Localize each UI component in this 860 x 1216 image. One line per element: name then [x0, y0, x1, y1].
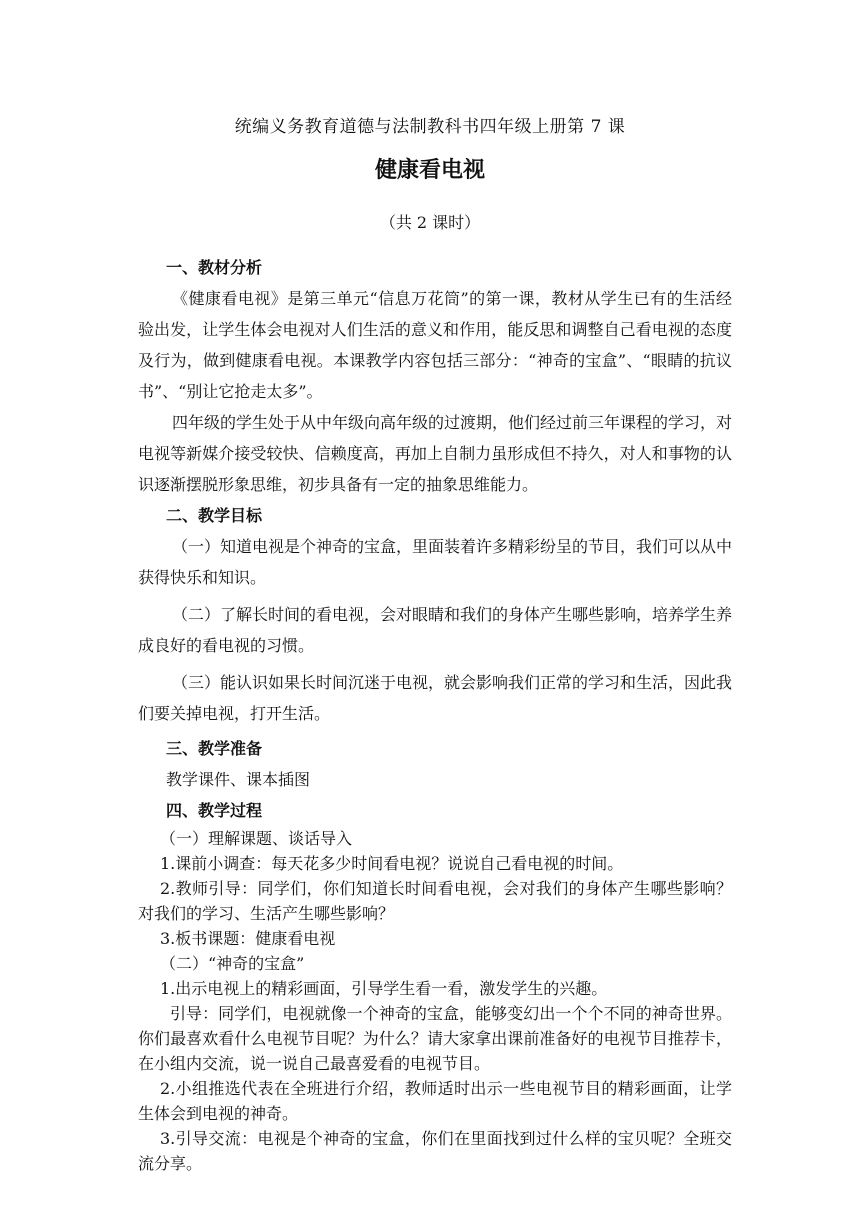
- section-heading-prep: 三、教学准备: [166, 739, 263, 758]
- document-body: [138, 252, 732, 1176]
- goal-item: （二）了解长时间的看电视，会对眼睛和我们的身体产生哪些影响，培养学生养成良好的看电视的习惯。: [138, 605, 733, 655]
- process-step: 3.引导交流：电视是个神奇的宝盒，你们在里面找到过什么样的宝贝呢？全班交流分享。: [138, 1129, 732, 1173]
- section-heading-goals: 二、教学目标: [166, 506, 263, 525]
- process-part-heading: （二）“神奇的宝盒”: [160, 954, 305, 973]
- goal-item: （三）能认识如果长时间沉迷于电视，就会影响我们正常的学习和生活，因此我们要关掉电视，打开生活。: [138, 673, 733, 723]
- section-heading-analysis: 一、教材分析: [166, 258, 263, 277]
- process-step: 2.教师引导：同学们，你们知道长时间看电视，会对我们的身体产生哪些影响？对我们的学习、生活产生哪些影响？: [138, 879, 732, 923]
- class-hours: （共 2 课时）: [379, 213, 481, 232]
- paragraph: 四年级的学生处于从中年级向高年级的过渡期，他们经过前三年课程的学习，对电视等新媒介接受较快、信赖度高，再加上自制力虽形成但不持久，对人和事物的认识逐渐摆脱形象思维，初步具备有一定的抽象思维能力。: [138, 413, 733, 494]
- goal-item: （一）知道电视是个神奇的宝盒，里面装着许多精彩纷呈的节目，我们可以从中获得快乐和知识。: [138, 537, 733, 587]
- paragraph: 《健康看电视》是第三单元“信息万花筒”的第一课，教材从学生已有的生活经验出发，让学生体会电视对人们生活的意义和作用，能反思和调整自己看电视的态度及行为，做到健康看电视。本课教学内容包括三部分：“神奇的宝盒”、“眼睛的抗议书”、“别让它抢走太多”。: [138, 289, 732, 401]
- document-title: 健康看电视: [374, 158, 485, 183]
- process-step: 1.出示电视上的精彩画面，引导学生看一看，激发学生的兴趣。: [160, 979, 608, 998]
- process-step: 1.课前小调查：每天花多少时间看电视？说说自己看电视的时间。: [160, 854, 624, 873]
- process-step: 3.板书课题：健康看电视: [160, 929, 336, 948]
- process-step: 2.小组推选代表在全班进行介绍，教师适时出示一些电视节目的精彩画面，让学生体会到电视的神奇。: [138, 1079, 732, 1123]
- process-part-heading: （一）理解课题、谈话导入: [160, 829, 353, 848]
- document-subtitle: 统编义务教育道德与法制教科书四年级上册第 7 课: [234, 117, 626, 137]
- section-heading-process: 四、教学过程: [166, 801, 263, 820]
- prep-text: 教学课件、课本插图: [166, 770, 311, 789]
- process-step: 引导：同学们，电视就像一个神奇的宝盒，能够变幻出一个个不同的神奇世界。你们最喜欢看什么电视节目呢？为什么？请大家拿出课前准备好的电视节目推荐卡，在小组内交流，说一说自己最喜爱看的电视节目。: [138, 1004, 732, 1073]
